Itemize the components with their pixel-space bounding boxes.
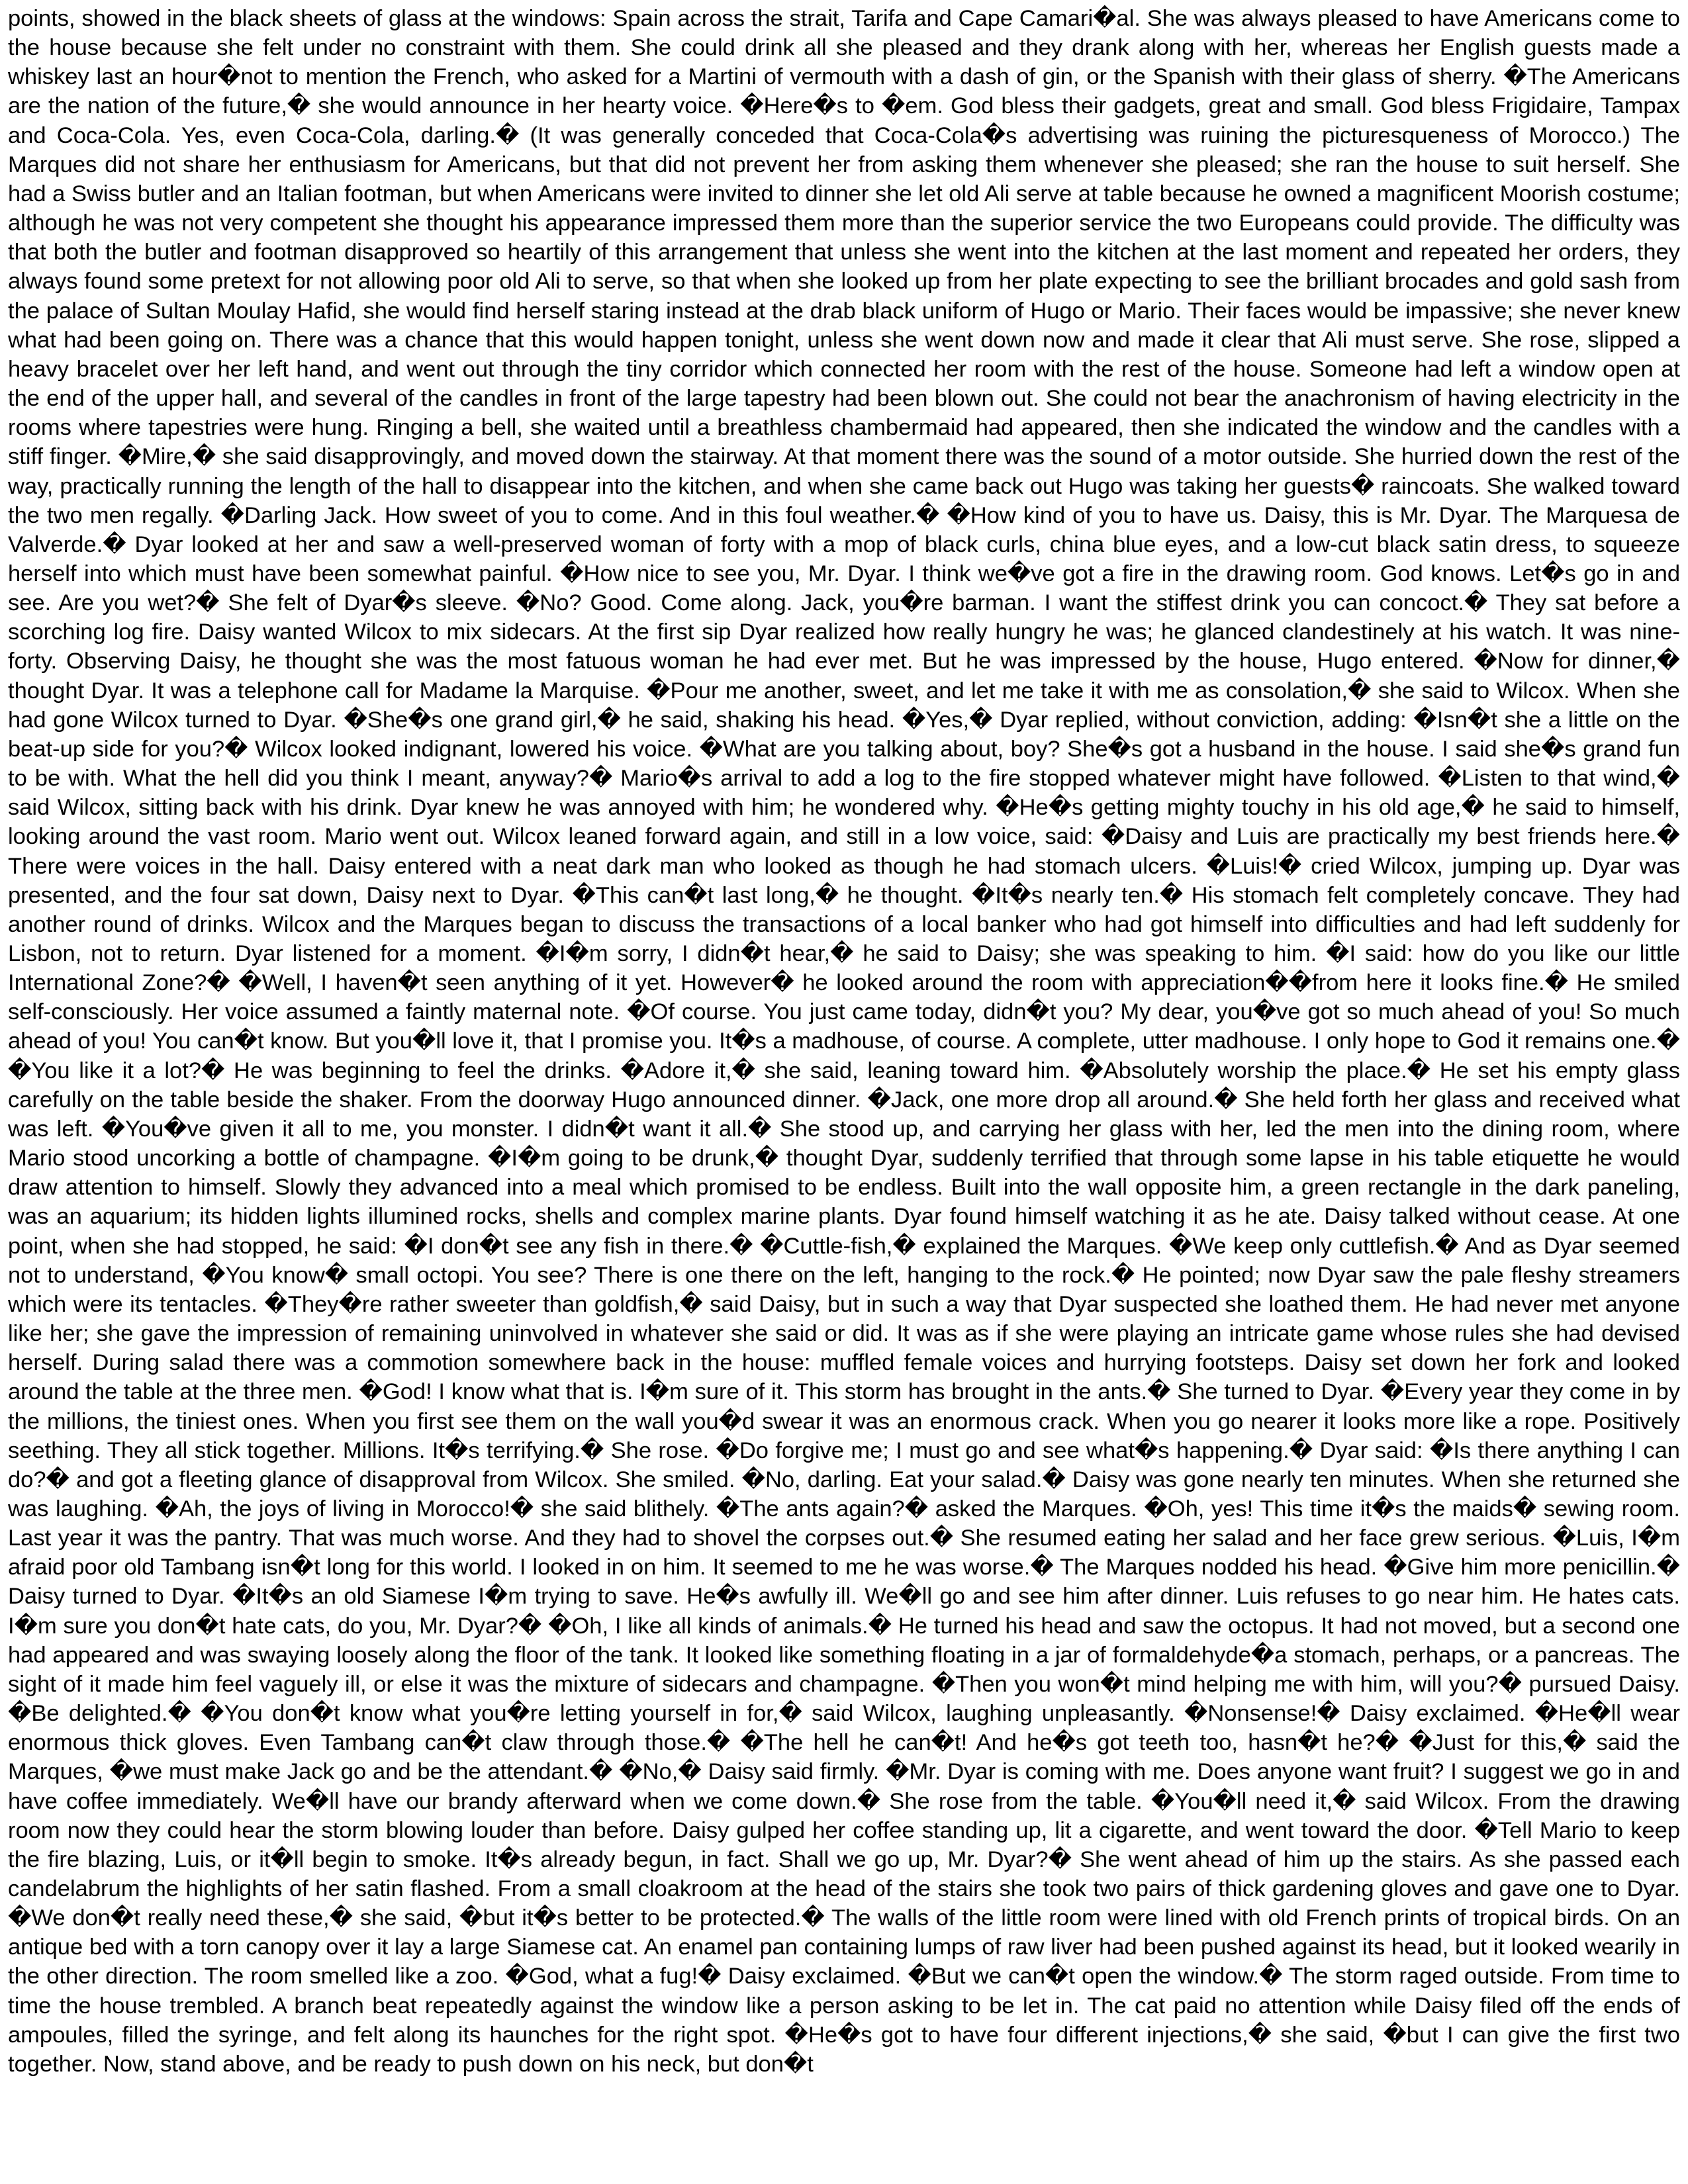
- body-text: points, showed in the black sheets of glass at the windows: Spain across the strait, Tarifa and Cape Camari�al. She was always pleased to have Americans come to the house because she felt under no constraint with them. She could drink all she pleased and they drank along with her, whereas her English guests made a whiskey last an hour�not to mention the French, who asked for a Martini of vermouth with a dash of gin, or the Spanish with their glass of sherry. �The Americans are the nation of the future,� she would announce in her hearty voice. �Here�s to �em. God bless their gadgets, great and small. God bless Frigidaire, Tampax and Coca-Cola. Yes, even Coca-Cola, darling.� (It was generally conceded that Coca-Cola�s advertising was ruining the picturesqueness of Morocco.) The Marques did not share her enthusiasm for Americans, but that did not prevent her from asking them whenever she pleased; she ran the house to suit herself. She had a Swiss butler and an Italian footman, but when Americans were invited to dinner she let old Ali serve at table because he owned a magnificent Moorish costume; although he was not very competent she thought his appearance impressed them more than the superior service the two Europeans could provide. The difficulty was that both the butler and footman disapproved so heartily of this arrangement that unless she went into the kitchen at the last moment and repeated her orders, they always found some pretext for not allowing poor old Ali to serve, so that when she looked up from her plate expecting to see the brilliant brocades and gold sash from the palace of Sultan Moulay Hafid, she would find herself staring instead at the drab black uniform of Hugo or Mario. Their faces would be impassive; she never knew what had been going on. There was a chance that this would happen tonight, unless she went down now and made it clear that Ali must serve. She rose, slipped a heavy bracelet over her left hand, and went out through the tiny corridor which connected her room with the rest of the house. Someone had left a window open at the end of the upper hall, and several of the candles in front of the large tapestry had been blown out. She could not bear the anachronism of having electricity in the rooms where tapestries were hung. Ringing a bell, she waited until a breathless chambermaid had appeared, then she indicated the window and the candles with a stiff finger. �Mire,� she said disapprovingly, and moved down the stairway. At that moment there was the sound of a motor outside. She hurried down the rest of the way, practically running the length of the hall to disappear into the kitchen, and when she came back out Hugo was taking her guests� raincoats. She walked toward the two men regally. �Darling Jack. How sweet of you to come. And in this foul weather.� �How kind of you to have us. Daisy, this is Mr. Dyar. The Marquesa de Valverde.� Dyar looked at her and saw a well-preserved woman of forty with a mop of black curls, china blue eyes, and a low-cut black satin dress, to squeeze herself into which must have been somewhat painful. �How nice to see you, Mr. Dyar. I think we�ve got a fire in the drawing room. God knows. Let�s go in and see. Are you wet?� She felt of Dyar�s sleeve. �No? Good. Come along. Jack, you�re barman. I want the stiffest drink you can concoct.� They sat before a scorching log fire. Daisy wanted Wilcox to mix sidecars. At the first sip Dyar realized how really hungry he was; he glanced clandestinely at his watch. It was nine-forty. Observing Daisy, he thought she was the most fatuous woman he had ever met. But he was impressed by the house, Hugo entered. �Now for dinner,� thought Dyar. It was a telephone call for Madame la Marquise. �Pour me another, sweet, and let me take it with me as consolation,� she said to Wilcox. When she had gone Wilcox turned to Dyar. �She�s one grand girl,� he said, shaking his head. �Yes,� Dyar replied, without conviction, adding: �Isn�t she a little on the beat-up side for you?� Wilcox looked indignant, lowered his voice. �What are you talking about, boy? She�s got a husband in the house. I said she�s grand fun to be with. What the hell did you think I meant, anyway?� Mario�s arrival to add a log to the fire stopped whatever might have followed. �Listen to that wind,� said Wilcox, sitting back with his drink. Dyar knew he was annoyed with him; he wondered why. �He�s getting mighty touchy in his old age,� he said to himself, looking around the vast room. Mario went out. Wilcox leaned forward again, and still in a low voice, said: �Daisy and Luis are practically my best friends here.� There were voices in the hall. Daisy entered with a neat dark man who looked as though he had stomach ulcers. �Luis!� cried Wilcox, jumping up. Dyar was presented, and the four sat down, Daisy next to Dyar. �This can�t last long,� he thought. �It�s nearly ten.� His stomach felt completely concave. They had another round of drinks. Wilcox and the Marques began to discuss the transactions of a local banker who had got himself into difficulties and had left suddenly for Lisbon, not to return. Dyar listened for a moment. �I�m sorry, I didn�t hear,� he said to Daisy; she was speaking to him. �I said: how do you like our little International Zone?� �Well, I haven�t seen anything of it yet. However� he looked around the room with appreciation��from here it looks fine.� He smiled self-consciously. Her voice assumed a faintly maternal note. �Of course. You just came today, didn�t you? My dear, you�ve got so much ahead of you! So much ahead of you! You can�t know. But you�ll love it, that I promise you. It�s a madhouse, of course. A complete, utter madhouse. I only hope to God it remains one.� �You like it a lot?� He was beginning to feel the drinks. �Adore it,� she said, leaning toward him. �Absolutely worship the place.� He set his empty glass carefully on the table beside the shaker. From the doorway Hugo announced dinner. �Jack, one more drop all around.� She held forth her glass and received what was left. �You�ve given it all to me, you monster. I didn�t want it all.� She stood up, and carrying her glass with her, led the men into the dining room, where Mario stood uncorking a bottle of champagne. �I�m going to be drunk,� thought Dyar, suddenly terrified that through some lapse in his table etiquette he would draw attention to himself. Slowly they advanced into a meal which promised to be endless. Built into the wall opposite him, a green rectangle in the dark paneling, was an aquarium; its hidden lights illumined rocks, shells and complex marine plants. Dyar found himself watching it as he ate. Daisy talked without cease. At one point, when she had stopped, he said: �I don�t see any fish in there.� �Cuttle-fish,� explained the Marques. �We keep only cuttlefish.� And as Dyar seemed not to understand, �You know� small octopi. You see? There is one there on the left, hanging to the rock.� He pointed; now Dyar saw the pale fleshy streamers which were its tentacles. �They�re rather sweeter than goldfish,� said Daisy, but in such a way that Dyar suspected she loathed them. He had never met anyone like her; she gave the impression of remaining uninvolved in whatever she said or did. It was as if she were playing an intricate game whose rules she had devised herself. During salad there was a commotion somewhere back in the house: muffled female voices and hurrying footsteps. Daisy set down her fork and looked around the table at the three men. �God! I know what that is. I�m sure of it. This storm has brought in the ants.� She turned to Dyar. �Every year they come in by the millions, the tiniest ones. When you first see them on the wall you�d swear it was an enormous crack. When you go nearer it looks more like a rope. Positively seething. They all stick together. Millions. It�s terrifying.� She rose. �Do forgive me; I must go and see what�s happening.� Dyar said: �Is there anything I can do?� and got a fleeting glance of disapproval from Wilcox. She smiled. �No, darling. Eat your salad.� Daisy was gone nearly ten minutes. When she returned she was laughing. �Ah, the joys of living in Morocco!� she said blithely. �The ants again?� asked the Marques. �Oh, yes! This time it�s the maids� sewing room. Last year it was the pantry. That was much worse. And they had to shovel the corpses out.� She resumed eating her salad and her face grew serious. �Luis, I�m afraid poor old Tambang isn�t long for this world. I looked in on him. It seemed to me he was worse.� The Marques nodded his head. �Give him more penicillin.� Daisy turned to Dyar. �It�s an old Siamese I�m trying to save. He�s awfully ill. We�ll go and see him after dinner. Luis refuses to go near him. He hates cats. I�m sure you don�t hate cats, do you, Mr. Dyar?� �Oh, I like all kinds of animals.� He turned his head and saw the octopus. It had not moved, but a second one had appeared and was swaying loosely along the floor of the tank. It looked like something floating in a jar of formaldehyde�a stomach, perhaps, or a pancreas. The sight of it made him feel vaguely ill, or else it was the mixture of sidecars and champagne. �Then you won�t mind helping me with him, will you?� pursued Daisy. �Be delighted.� �You don�t know what you�re letting yourself in for,� said Wilcox, laughing unpleasantly. �Nonsense!� Daisy exclaimed. �He�ll wear enormous thick gloves. Even Tambang can�t claw through those.� �The hell he can�t! And he�s got teeth too, hasn�t he?� �Just for this,� said the Marques, �we must make Jack go and be the attendant.� �No,� Daisy said firmly. �Mr. Dyar is coming with me. Does anyone want fruit? I suggest we go in and have coffee immediately. We�ll have our brandy afterward when we come down.� She rose from the table. �You�ll need it,� said Wilcox. From the drawing room now they could hear the storm blowing louder than before. Daisy gulped her coffee standing up, lit a cigarette, and went toward the door. �Tell Mario to keep the fire blazing, Luis, or it�ll begin to smoke. It�s already begun, in fact. Shall we go up, Mr. Dyar?� She went ahead of him up the stairs. As she passed each candelabrum the highlights of her satin flashed. From a small cloakroom at the head of the stairs she took two pairs of thick gardening gloves and gave one to Dyar. �We don�t really need these,� she said, �but it�s better to be protected.� The walls of the little room were lined with old French prints of tropical birds. On an antique bed with a torn canopy over it lay a large Siamese cat. An enamel pan containing lumps of raw liver had been pushed against its head, but it looked wearily in the other direction. The room smelled like a zoo. �God, what a fug!� Daisy exclaimed. �But we can�t open the window.� The storm raged outside. From time to time the house trembled. A branch beat repeatedly against the window like a person asking to be let in. The cat paid no attention while Daisy filed off the ends of ampoules, filled the syringe, and felt along its haunches for the right spot. �He�s got to have four different injections,� she said, �but I can give the first two together. Now, stand above, and be ready to push down on his neck, but don�t: [8, 6, 1680, 2077]
- document-page: [8, 4, 1680, 2180]
